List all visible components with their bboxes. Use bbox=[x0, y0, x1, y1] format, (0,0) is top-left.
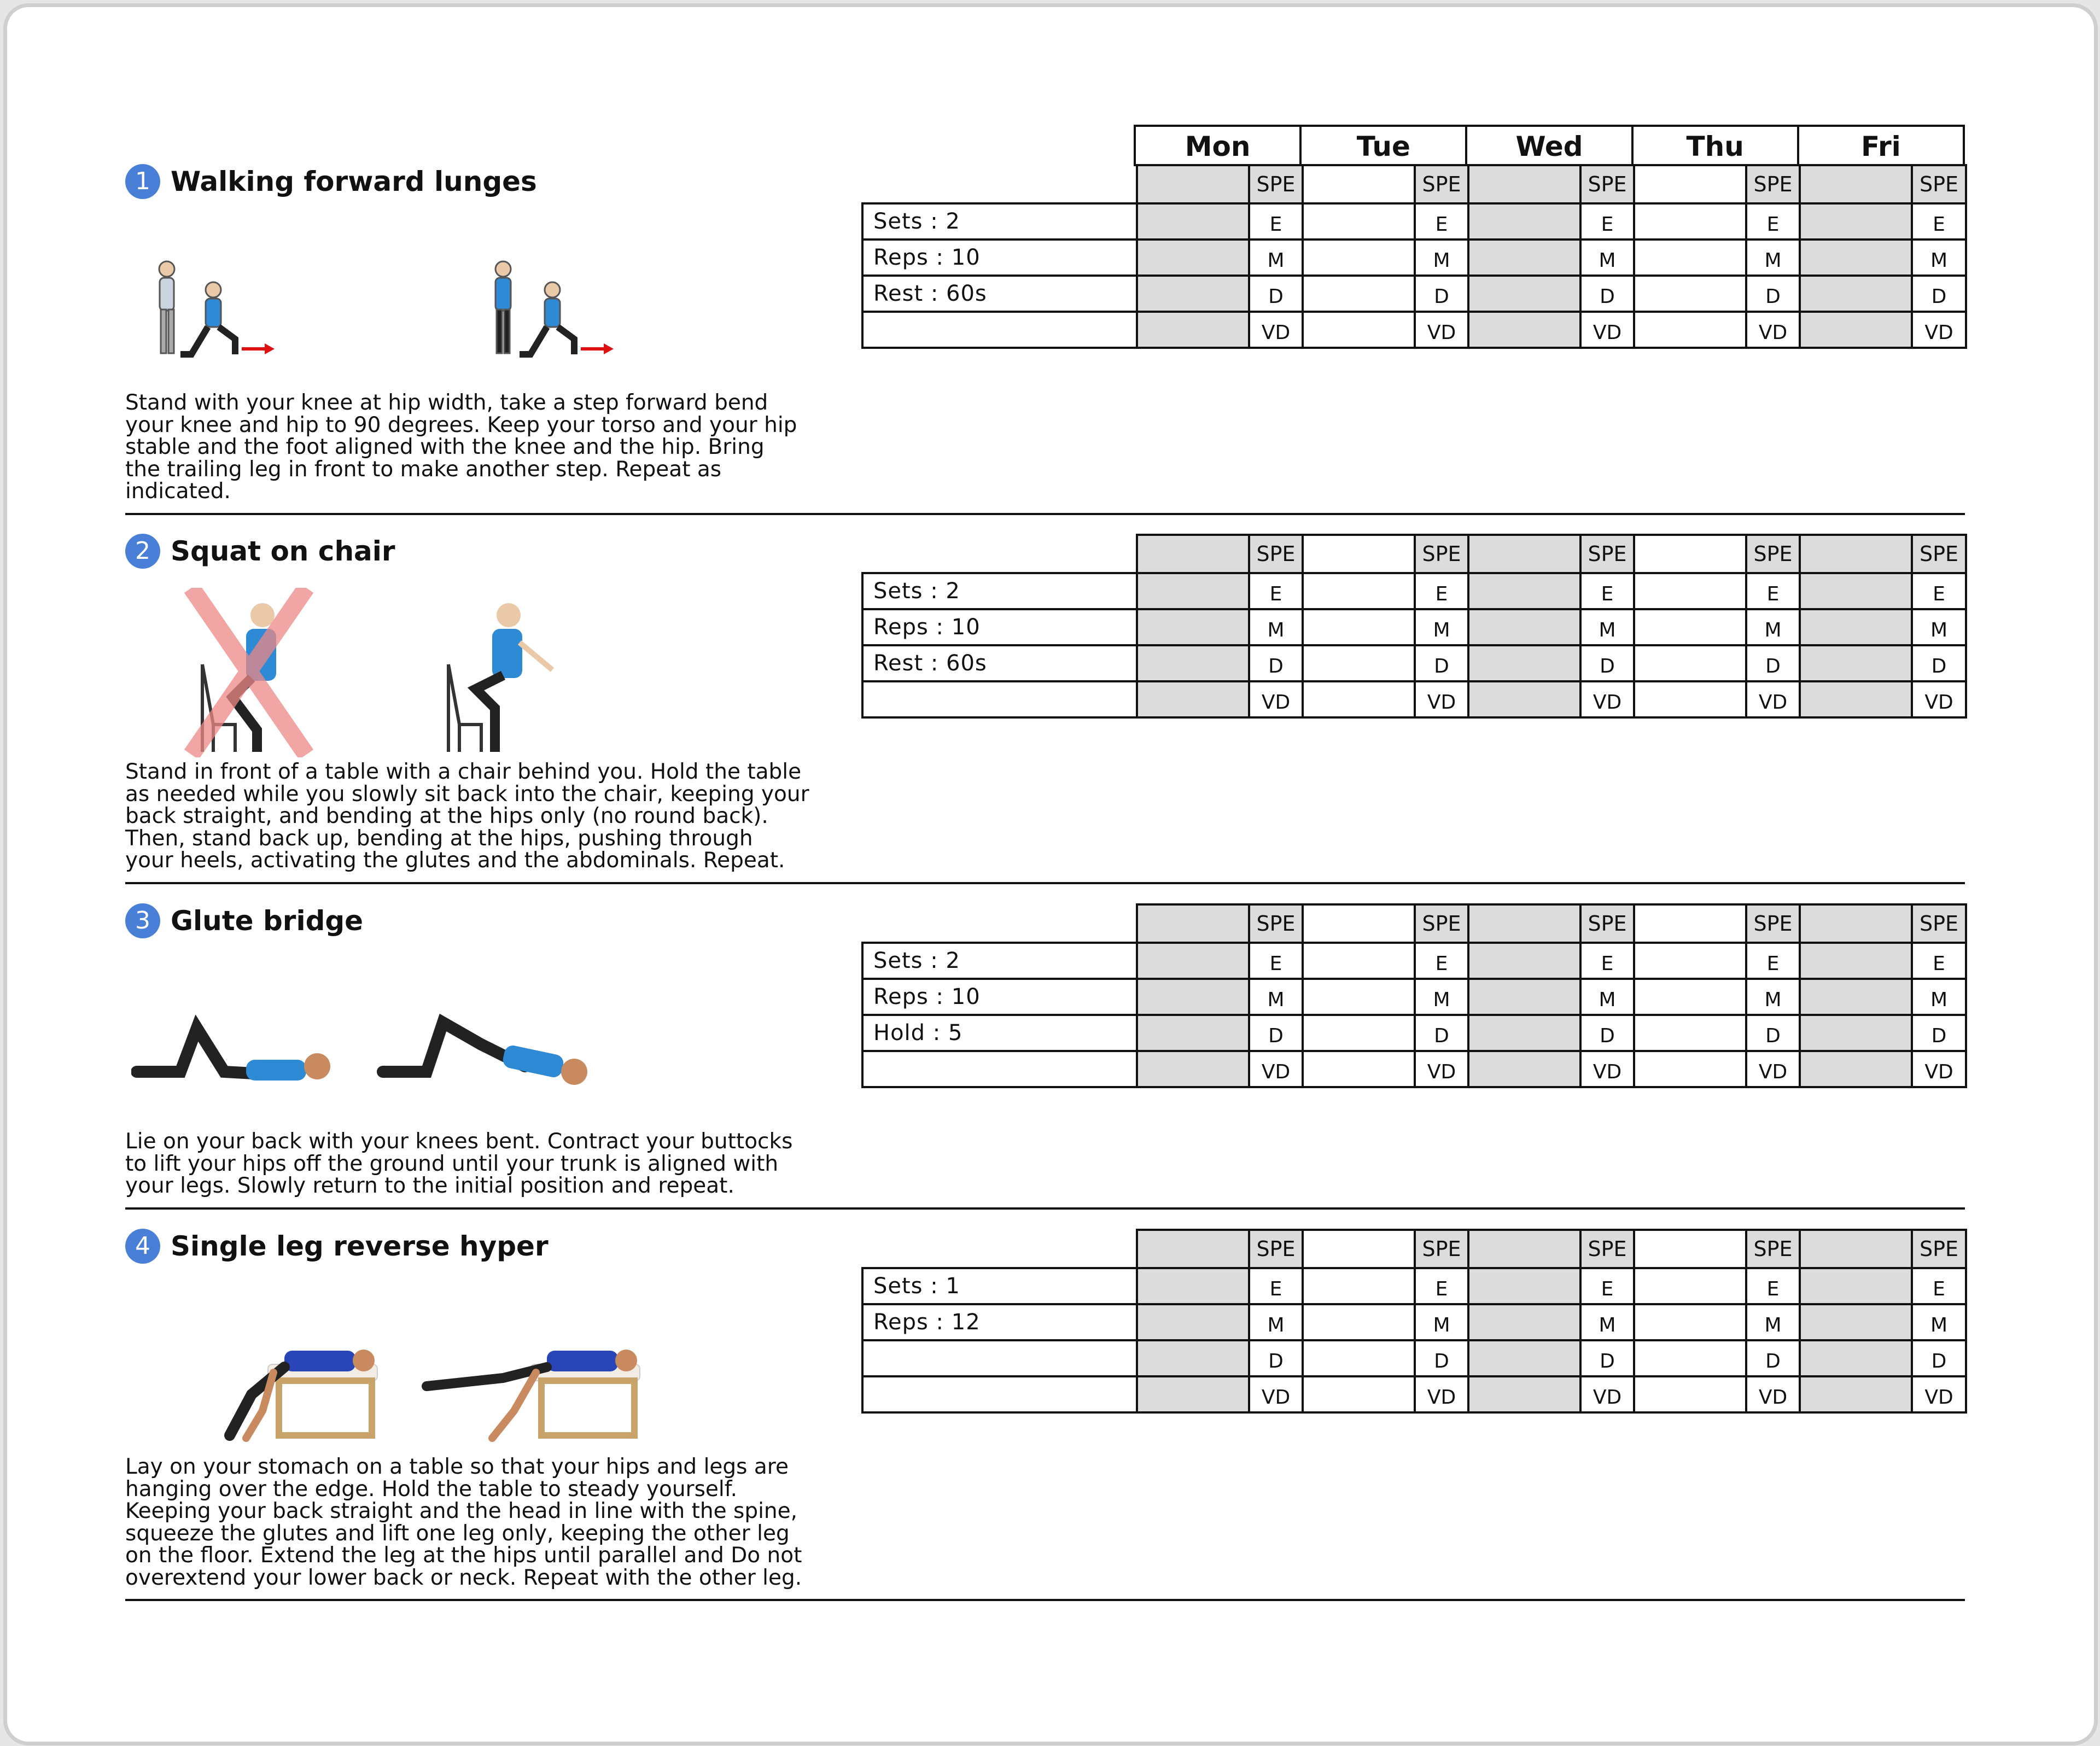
day-fri: Fri bbox=[1797, 127, 1963, 166]
day-wed: Wed bbox=[1465, 127, 1631, 166]
scale-e[interactable]: E bbox=[1746, 1268, 1800, 1304]
scale-d[interactable]: D bbox=[1249, 645, 1303, 681]
scale-e[interactable]: E bbox=[1415, 203, 1468, 240]
param-cell: Reps : 10 bbox=[862, 609, 1137, 645]
scale-m[interactable]: M bbox=[1249, 240, 1303, 276]
scale-m[interactable]: M bbox=[1912, 1304, 1966, 1340]
scale-e[interactable]: E bbox=[1415, 943, 1468, 979]
scale-vd[interactable]: VD bbox=[1746, 681, 1800, 717]
spe-label: SPE bbox=[1580, 1230, 1634, 1268]
param-cell bbox=[862, 312, 1137, 348]
scale-e[interactable]: E bbox=[1249, 573, 1303, 609]
scale-d[interactable]: D bbox=[1580, 645, 1634, 681]
day-tue: Tue bbox=[1299, 127, 1465, 166]
scale-m[interactable]: M bbox=[1580, 609, 1634, 645]
spe-label: SPE bbox=[1912, 535, 1966, 573]
scale-vd[interactable]: VD bbox=[1580, 1376, 1634, 1412]
param-cell bbox=[862, 1051, 1137, 1087]
scale-d[interactable]: D bbox=[1249, 276, 1303, 312]
scale-m[interactable]: M bbox=[1746, 240, 1800, 276]
exercise-title: Glute bridge bbox=[171, 905, 364, 937]
tracking-grid bbox=[861, 164, 1967, 349]
scale-e[interactable]: E bbox=[1746, 203, 1800, 240]
scale-e[interactable]: E bbox=[1580, 573, 1634, 609]
scale-m[interactable]: M bbox=[1249, 979, 1303, 1015]
spe-label: SPE bbox=[1415, 165, 1468, 203]
param-cell: Sets : 1 bbox=[862, 1268, 1137, 1304]
scale-d[interactable]: D bbox=[1580, 276, 1634, 312]
scale-m[interactable]: M bbox=[1580, 240, 1634, 276]
scale-e[interactable]: E bbox=[1249, 203, 1303, 240]
exercise-number: 2 bbox=[125, 534, 160, 569]
divider bbox=[125, 1599, 1965, 1601]
scale-vd[interactable]: VD bbox=[1912, 1051, 1966, 1087]
scale-e[interactable]: E bbox=[1580, 943, 1634, 979]
exercise-title: Single leg reverse hyper bbox=[171, 1230, 549, 1262]
scale-d[interactable]: D bbox=[1912, 645, 1966, 681]
param-cell: Sets : 2 bbox=[862, 943, 1137, 979]
scale-vd[interactable]: VD bbox=[1746, 1051, 1800, 1087]
spe-label: SPE bbox=[1415, 904, 1468, 943]
scale-m[interactable]: M bbox=[1746, 979, 1800, 1015]
scale-vd[interactable]: VD bbox=[1746, 1376, 1800, 1412]
scale-vd[interactable]: VD bbox=[1415, 312, 1468, 348]
scale-e[interactable]: E bbox=[1912, 573, 1966, 609]
spe-label: SPE bbox=[1912, 1230, 1966, 1268]
exercise-title: Walking forward lunges bbox=[171, 166, 537, 197]
scale-vd[interactable]: VD bbox=[1415, 681, 1468, 717]
scale-m[interactable]: M bbox=[1912, 609, 1966, 645]
day-thu: Thu bbox=[1631, 127, 1797, 166]
scale-m[interactable]: M bbox=[1415, 1304, 1468, 1340]
exercise-description: Stand with your knee at hip width, take a step forward bend your knee and hip to 90 degrees. Keep your torso and your hip stable and the foot aligned with the knee and the hip. Bring the trailing leg in front to make another step. Repeat as indicated. bbox=[125, 390, 797, 504]
spe-label: SPE bbox=[1415, 1230, 1468, 1268]
scale-vd[interactable]: VD bbox=[1912, 1376, 1966, 1412]
param-cell: Hold : 5 bbox=[862, 1015, 1137, 1051]
spe-label: SPE bbox=[1249, 1230, 1303, 1268]
scale-d[interactable]: D bbox=[1249, 1015, 1303, 1051]
scale-m[interactable]: M bbox=[1912, 979, 1966, 1015]
scale-d[interactable]: D bbox=[1249, 1340, 1303, 1376]
scale-vd[interactable]: VD bbox=[1912, 681, 1966, 717]
scale-vd[interactable]: VD bbox=[1580, 681, 1634, 717]
scale-e[interactable]: E bbox=[1415, 573, 1468, 609]
spe-label: SPE bbox=[1580, 535, 1634, 573]
glute-bridge-illustration bbox=[131, 995, 623, 1088]
spe-label: SPE bbox=[1415, 535, 1468, 573]
scale-e[interactable]: E bbox=[1912, 943, 1966, 979]
param-cell bbox=[862, 1340, 1137, 1376]
scale-d[interactable]: D bbox=[1912, 1015, 1966, 1051]
spe-label: SPE bbox=[1746, 535, 1800, 573]
param-cell bbox=[862, 681, 1137, 717]
param-cell bbox=[862, 1376, 1137, 1412]
tracking-grid bbox=[861, 903, 1967, 1088]
exercise-description: Lay on your stomach on a table so that your hips and legs are hanging over the edge. Hold the table to steady yourself. Keeping your back straight and the head in line with the spine, squeeze the glutes and lift one leg only, keeping the other leg on the floor. Extend the leg at the hips until parallel and Do not overextend your lower back or neck. Repeat with the other leg. bbox=[125, 1455, 802, 1590]
scale-vd[interactable]: VD bbox=[1746, 312, 1800, 348]
exercise-description: Lie on your back with your knees bent. Contract your buttocks to lift your hips off the ground until your trunk is aligned with your legs. Slowly return to the initial position and repeat. bbox=[125, 1129, 793, 1198]
exercise-number: 3 bbox=[125, 903, 160, 938]
scale-d[interactable]: D bbox=[1415, 645, 1468, 681]
param-cell: Sets : 2 bbox=[862, 573, 1137, 609]
squat-illustration bbox=[180, 588, 596, 757]
spe-label: SPE bbox=[1746, 1230, 1800, 1268]
spe-label: SPE bbox=[1580, 904, 1634, 943]
lunge-illustration bbox=[148, 257, 640, 366]
scale-e[interactable]: E bbox=[1580, 203, 1634, 240]
param-cell: Reps : 12 bbox=[862, 1304, 1137, 1340]
scale-d[interactable]: D bbox=[1580, 1340, 1634, 1376]
spe-label: SPE bbox=[1912, 904, 1966, 943]
param-cell: Rest : 60s bbox=[862, 645, 1137, 681]
scale-e[interactable]: E bbox=[1249, 943, 1303, 979]
scale-e[interactable]: E bbox=[1912, 1268, 1966, 1304]
spe-label: SPE bbox=[1580, 165, 1634, 203]
scale-m[interactable]: M bbox=[1249, 1304, 1303, 1340]
spe-label: SPE bbox=[1746, 904, 1800, 943]
exercise-number: 1 bbox=[125, 164, 160, 199]
scale-m[interactable]: M bbox=[1415, 240, 1468, 276]
scale-m[interactable]: M bbox=[1580, 979, 1634, 1015]
spe-label: SPE bbox=[1249, 904, 1303, 943]
scale-d[interactable]: D bbox=[1746, 1340, 1800, 1376]
divider bbox=[125, 1207, 1965, 1210]
scale-m[interactable]: M bbox=[1912, 240, 1966, 276]
scale-vd[interactable]: VD bbox=[1580, 312, 1634, 348]
scale-e[interactable]: E bbox=[1912, 203, 1966, 240]
spe-label: SPE bbox=[1249, 165, 1303, 203]
exercise-number: 4 bbox=[125, 1229, 160, 1264]
scale-d[interactable]: D bbox=[1912, 1340, 1966, 1376]
scale-d[interactable]: D bbox=[1415, 1015, 1468, 1051]
scale-e[interactable]: E bbox=[1580, 1268, 1634, 1304]
day-mon: Mon bbox=[1185, 131, 1251, 162]
scale-vd[interactable]: VD bbox=[1249, 1051, 1303, 1087]
tracking-grid bbox=[861, 534, 1967, 719]
spe-label: SPE bbox=[1746, 165, 1800, 203]
scale-d[interactable]: D bbox=[1580, 1015, 1634, 1051]
reverse-hyper-illustration bbox=[208, 1334, 645, 1455]
scale-vd[interactable]: VD bbox=[1249, 312, 1303, 348]
scale-vd[interactable]: VD bbox=[1415, 1051, 1468, 1087]
param-cell: Reps : 10 bbox=[862, 240, 1137, 276]
scale-m[interactable]: M bbox=[1249, 609, 1303, 645]
scale-vd[interactable]: VD bbox=[1415, 1376, 1468, 1412]
scale-m[interactable]: M bbox=[1580, 1304, 1634, 1340]
scale-d[interactable]: D bbox=[1746, 645, 1800, 681]
tracking-grid bbox=[861, 1229, 1967, 1414]
param-cell: Rest : 60s bbox=[862, 276, 1137, 312]
param-cell: Sets : 2 bbox=[862, 203, 1137, 240]
scale-m[interactable]: M bbox=[1746, 609, 1800, 645]
scale-d[interactable]: D bbox=[1415, 276, 1468, 312]
scale-m[interactable]: M bbox=[1415, 979, 1468, 1015]
scale-vd[interactable]: VD bbox=[1249, 681, 1303, 717]
scale-d[interactable]: D bbox=[1746, 1015, 1800, 1051]
divider bbox=[125, 882, 1965, 884]
spe-label: SPE bbox=[1249, 535, 1303, 573]
scale-d[interactable]: D bbox=[1415, 1340, 1468, 1376]
scale-vd[interactable]: VD bbox=[1912, 312, 1966, 348]
scale-m[interactable]: M bbox=[1746, 1304, 1800, 1340]
scale-d[interactable]: D bbox=[1912, 276, 1966, 312]
exercise-title: Squat on chair bbox=[171, 535, 395, 567]
scale-e[interactable]: E bbox=[1746, 943, 1800, 979]
divider bbox=[125, 513, 1965, 515]
scale-vd[interactable]: VD bbox=[1580, 1051, 1634, 1087]
spe-label: SPE bbox=[1912, 165, 1966, 203]
scale-e[interactable]: E bbox=[1415, 1268, 1468, 1304]
scale-m[interactable]: M bbox=[1415, 609, 1468, 645]
param-cell: Reps : 10 bbox=[862, 979, 1137, 1015]
scale-e[interactable]: E bbox=[1249, 1268, 1303, 1304]
scale-d[interactable]: D bbox=[1746, 276, 1800, 312]
scale-e[interactable]: E bbox=[1746, 573, 1800, 609]
scale-vd[interactable]: VD bbox=[1249, 1376, 1303, 1412]
exercise-description: Stand in front of a table with a chair behind you. Hold the table as needed while you slowly sit back into the chair, keeping your back straight, and bending at the hips only (no round back). Then, stand back up, bending at the hips, pushing through your heels, activating the glutes and the abdominals. Repeat. bbox=[125, 760, 809, 873]
day-header bbox=[1134, 125, 1965, 166]
